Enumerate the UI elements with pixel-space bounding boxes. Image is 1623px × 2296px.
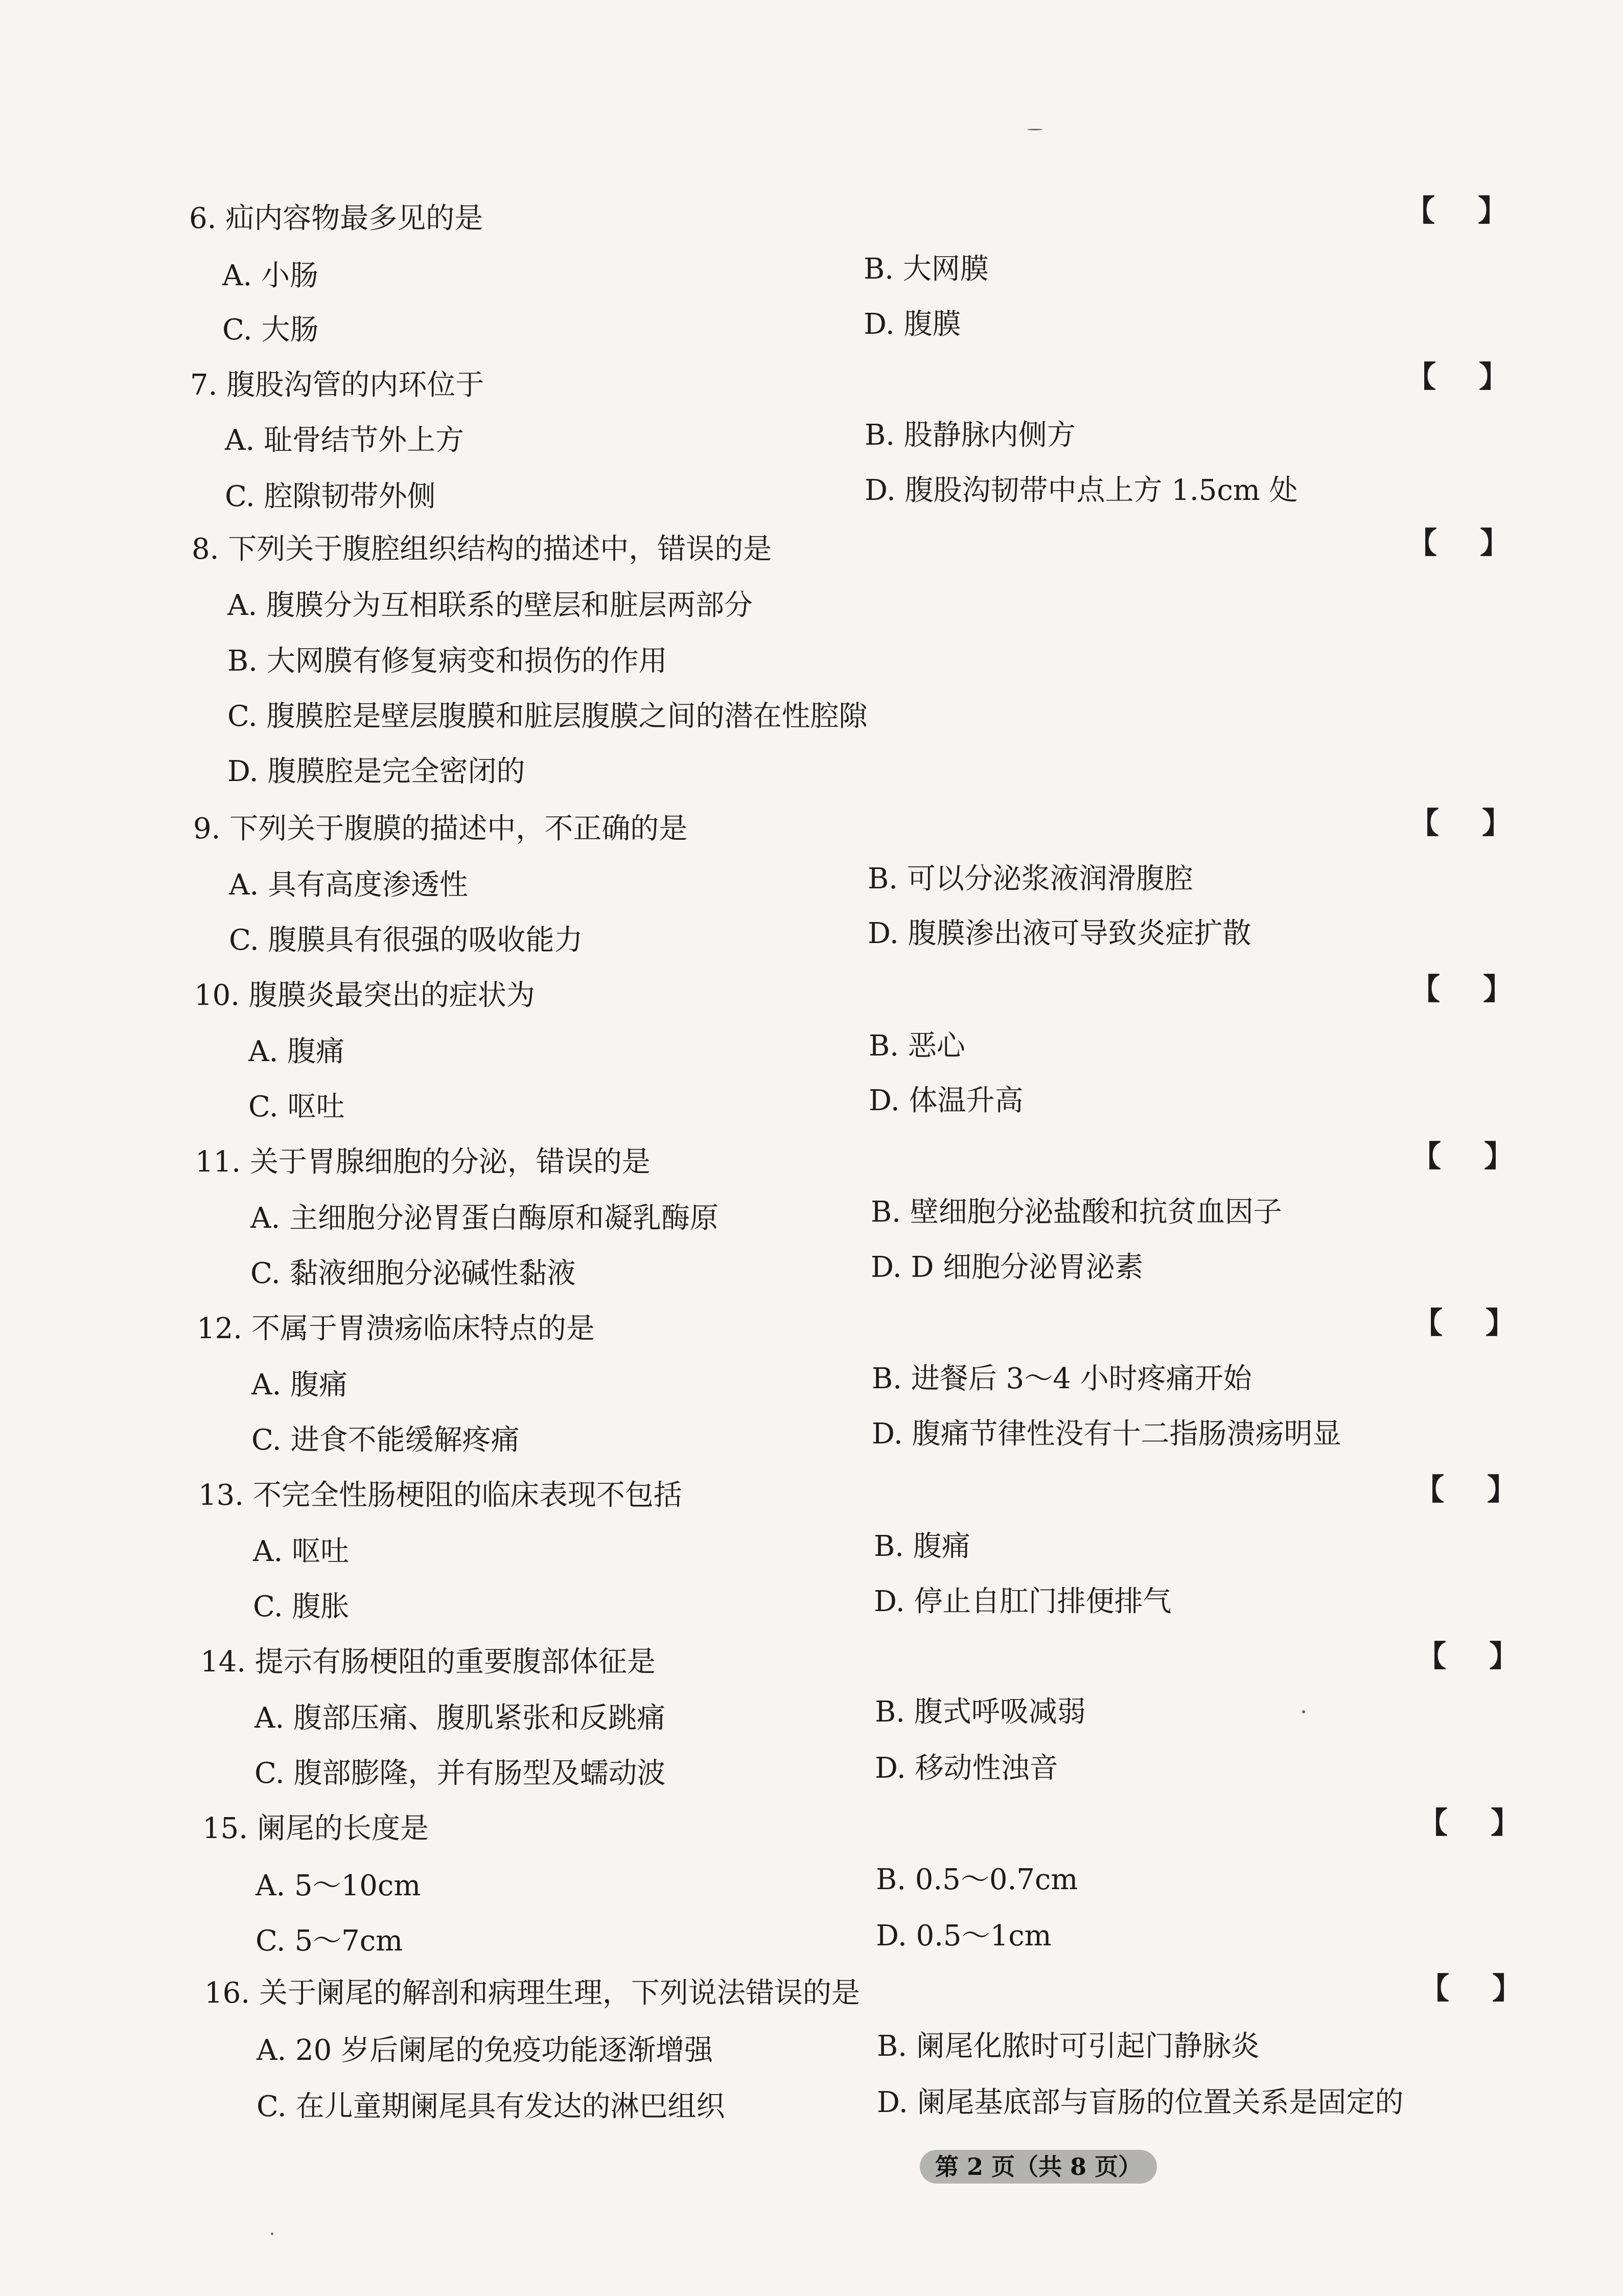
option[interactable]: C. 呕吐 (248, 1090, 345, 1123)
right-bracket: 】 (1483, 1139, 1514, 1174)
option[interactable]: D. 停止自肛门排便排气 (874, 1585, 1172, 1618)
question-stem: 8. 下列关于腹腔组织结构的描述中，错误的是 (192, 533, 772, 566)
question-stem: 13. 不完全性肠梗阻的临床表现不包括 (198, 1479, 682, 1512)
answer-bracket[interactable] (1409, 807, 1512, 839)
question-stem: 11. 关于胃腺细胞的分泌，错误的是 (195, 1145, 651, 1179)
option[interactable]: B. 壁细胞分泌盐酸和抗贫血因子 (871, 1196, 1282, 1229)
option[interactable]: B. 大网膜有修复病变和损伤的作用 (227, 645, 667, 678)
answer-bracket[interactable] (1407, 526, 1510, 559)
answer-bracket[interactable] (1420, 1972, 1522, 2005)
option[interactable]: C. 腹膜腔是壁层腹膜和脏层腹膜之间的潜在性腔隙 (227, 700, 868, 733)
answer-bracket[interactable] (1406, 360, 1509, 393)
scan-speck (271, 2233, 273, 2235)
option[interactable]: C. 腹膜具有很强的吸收能力 (229, 924, 583, 957)
left-bracket: 【 (1420, 1971, 1450, 2006)
option[interactable]: D. 腹股沟韧带中点上方 1.5cm 处 (865, 474, 1298, 507)
option[interactable]: A. 5～10cm (256, 1869, 421, 1902)
answer-bracket[interactable] (1417, 1640, 1519, 1672)
option[interactable]: D. 腹痛节律性没有十二指肠溃疡明显 (872, 1417, 1341, 1451)
right-bracket: 】 (1477, 193, 1508, 228)
option[interactable]: A. 主细胞分泌胃蛋白酶原和凝乳酶原 (250, 1202, 719, 1235)
right-bracket: 】 (1479, 525, 1510, 560)
option[interactable]: A. 呕吐 (253, 1535, 350, 1568)
option[interactable]: B. 股静脉内侧方 (865, 419, 1076, 452)
answer-bracket[interactable] (1413, 1306, 1515, 1339)
question-stem: 6. 疝内容物最多见的是 (189, 202, 483, 235)
option[interactable]: D. 体温升高 (869, 1084, 1024, 1117)
scan-speck (1302, 1710, 1305, 1713)
page-number-badge: 第 2 页（共 8 页） (920, 2150, 1157, 2184)
option[interactable]: C. 在儿童期阑尾具有发达的淋巴组织 (257, 2090, 725, 2123)
right-bracket: 】 (1481, 806, 1512, 840)
question-stem: 10. 腹膜炎最突出的症状为 (194, 979, 535, 1012)
question-stem: 16. 关于阑尾的解剖和病理生理，下列说法错误的是 (204, 1977, 860, 2010)
question-stem: 7. 腹股沟管的内环位于 (190, 369, 484, 402)
left-bracket: 【 (1405, 193, 1435, 228)
option[interactable]: A. 腹痛 (248, 1035, 345, 1068)
question-stem: 9. 下列关于腹膜的描述中，不正确的是 (193, 812, 688, 845)
left-bracket: 【 (1406, 359, 1436, 394)
option[interactable]: C. 腔隙韧带外侧 (225, 480, 436, 513)
left-bracket: 【 (1417, 1639, 1447, 1673)
left-bracket: 【 (1411, 1139, 1442, 1174)
option[interactable]: D. 腹膜渗出液可导致炎症扩散 (868, 917, 1251, 950)
scan-speck (1027, 129, 1042, 130)
option[interactable]: D. 阑尾基底部与盲肠的位置关系是固定的 (877, 2086, 1404, 2119)
option[interactable]: C. 腹胀 (253, 1590, 350, 1623)
option[interactable]: D. 腹膜腔是完全密闭的 (227, 755, 525, 788)
option[interactable]: B. 大网膜 (864, 252, 989, 286)
answer-bracket[interactable] (1410, 973, 1513, 1005)
right-bracket: 】 (1492, 1971, 1522, 2006)
question-stem: 12. 不属于胃溃疡临床特点的是 (197, 1312, 595, 1345)
left-bracket: 【 (1418, 1805, 1448, 1840)
option[interactable]: B. 进餐后 3～4 小时疼痛开始 (872, 1362, 1252, 1395)
option[interactable]: D. 移动性浊音 (875, 1752, 1058, 1785)
answer-bracket[interactable] (1411, 1140, 1514, 1173)
option[interactable]: A. 20 岁后阑尾的免疫功能逐渐增强 (257, 2034, 713, 2067)
question-stem: 14. 提示有肠梗阻的重要腹部体征是 (200, 1645, 656, 1679)
option[interactable]: C. 大肠 (222, 313, 319, 347)
option[interactable]: C. 5～7cm (256, 1924, 403, 1958)
option[interactable]: B. 阑尾化脓时可引起门静脉炎 (877, 2030, 1260, 2063)
option[interactable]: A. 腹膜分为互相联系的壁层和脏层两部分 (227, 589, 753, 622)
option[interactable]: D. 腹膜 (864, 308, 961, 341)
left-bracket: 【 (1413, 1305, 1443, 1340)
option[interactable]: C. 进食不能缓解疼痛 (251, 1423, 520, 1457)
option[interactable]: B. 腹痛 (874, 1530, 970, 1563)
right-bracket: 】 (1490, 1805, 1520, 1840)
answer-bracket[interactable] (1405, 194, 1508, 227)
left-bracket: 【 (1410, 972, 1441, 1006)
option[interactable]: B. 0.5～0.7cm (876, 1863, 1078, 1896)
option[interactable]: A. 耻骨结节外上方 (225, 424, 465, 457)
option[interactable]: A. 小肠 (222, 259, 319, 292)
left-bracket: 【 (1409, 806, 1440, 840)
option[interactable]: D. 0.5～1cm (876, 1919, 1052, 1953)
right-bracket: 】 (1485, 1305, 1515, 1340)
right-bracket: 】 (1482, 972, 1513, 1006)
answer-bracket[interactable] (1415, 1473, 1517, 1506)
option[interactable]: C. 黏液细胞分泌碱性黏液 (250, 1257, 576, 1290)
option[interactable]: A. 具有高度渗透性 (229, 868, 469, 902)
option[interactable]: A. 腹痛 (251, 1368, 348, 1402)
left-bracket: 【 (1407, 525, 1437, 560)
option[interactable]: C. 腹部膨隆，并有肠型及蠕动波 (254, 1757, 666, 1790)
option[interactable]: D. D 细胞分泌胃泌素 (871, 1251, 1144, 1284)
right-bracket: 】 (1489, 1639, 1519, 1673)
option[interactable]: B. 可以分泌浆液润滑腹腔 (868, 862, 1193, 896)
question-stem: 15. 阑尾的长度是 (202, 1812, 429, 1845)
option[interactable]: B. 腹式呼吸减弱 (875, 1695, 1086, 1729)
right-bracket: 】 (1487, 1472, 1517, 1507)
option[interactable]: A. 腹部压痛、腹肌紧张和反跳痛 (254, 1702, 666, 1735)
answer-bracket[interactable] (1418, 1806, 1520, 1839)
right-bracket: 】 (1478, 359, 1509, 394)
option[interactable]: B. 恶心 (869, 1029, 965, 1063)
left-bracket: 【 (1415, 1472, 1445, 1507)
